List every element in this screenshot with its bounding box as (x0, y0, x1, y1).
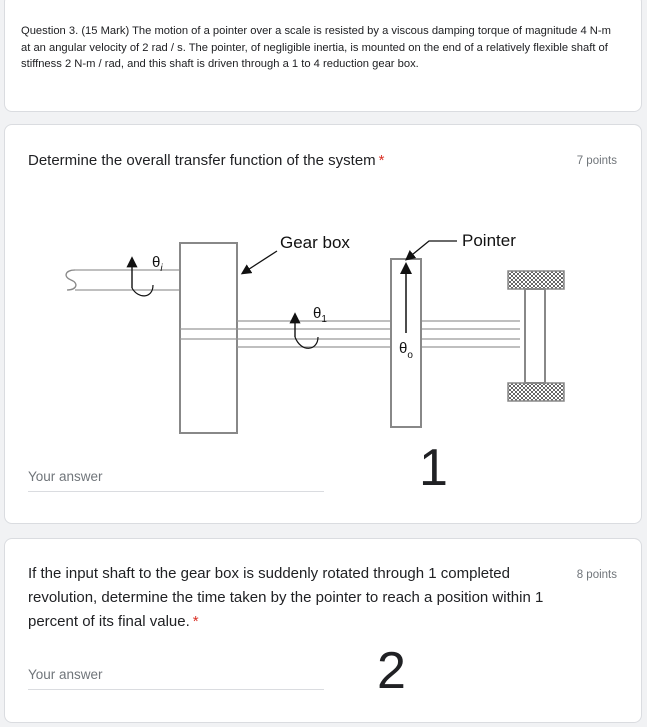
required-asterisk: * (192, 613, 199, 630)
question-2-answer-input[interactable]: Your answer (28, 667, 103, 682)
question-intro-text: Question 3. (15 Mark) The motion of a pointer over a scale is resisted by a viscous damping torque of magnitude 4 N-m at an angular velocity of 2 rad / s. The pointer, of negligible inertia, is mounted on the end of a relatively flexible shaft of stiffness 2 N-m / rad, and this shaft is driven through a 1 to 4 reduction gear box. (21, 25, 611, 70)
question-1-points: 7 points (576, 155, 617, 167)
theta-i-label: $\theta_i$ (152, 254, 163, 274)
pointer-leader-arrow (407, 241, 457, 259)
question-2-number-annotation: 2 (377, 642, 406, 700)
question-1-answer-underline (28, 491, 324, 492)
theta-1-label: $\theta_1$ (313, 305, 327, 325)
viscous-damper (508, 271, 564, 401)
question-2-points: 8 points (576, 569, 617, 581)
required-asterisk: * (378, 152, 385, 169)
question-1-number-annotation: 1 (419, 439, 448, 497)
gearbox-pointer-diagram (5, 213, 643, 503)
gear-box-leader-arrow (243, 251, 277, 273)
question-2-title: If the input shaft to the gear box is suddenly rotated through 1 completed revolution, determine the time taken by the pointer to reach a position within 1 percent of its final value. * (28, 565, 544, 630)
gear-box-label: Gear box (280, 233, 350, 252)
input-shaft (66, 270, 180, 290)
question-2-answer-underline (28, 689, 324, 690)
question-1-card (4, 124, 642, 524)
question-intro-card (4, 0, 642, 112)
question-1-title: Determine the overall transfer function of the system * (28, 152, 385, 169)
question-1-answer-input[interactable]: Your answer (28, 469, 103, 484)
pointer-label: Pointer (462, 231, 516, 250)
gear-box (180, 243, 237, 433)
output-shaft (237, 321, 520, 347)
question-2-card (4, 538, 642, 723)
theta-o-label: $\theta_o$ (399, 340, 413, 361)
